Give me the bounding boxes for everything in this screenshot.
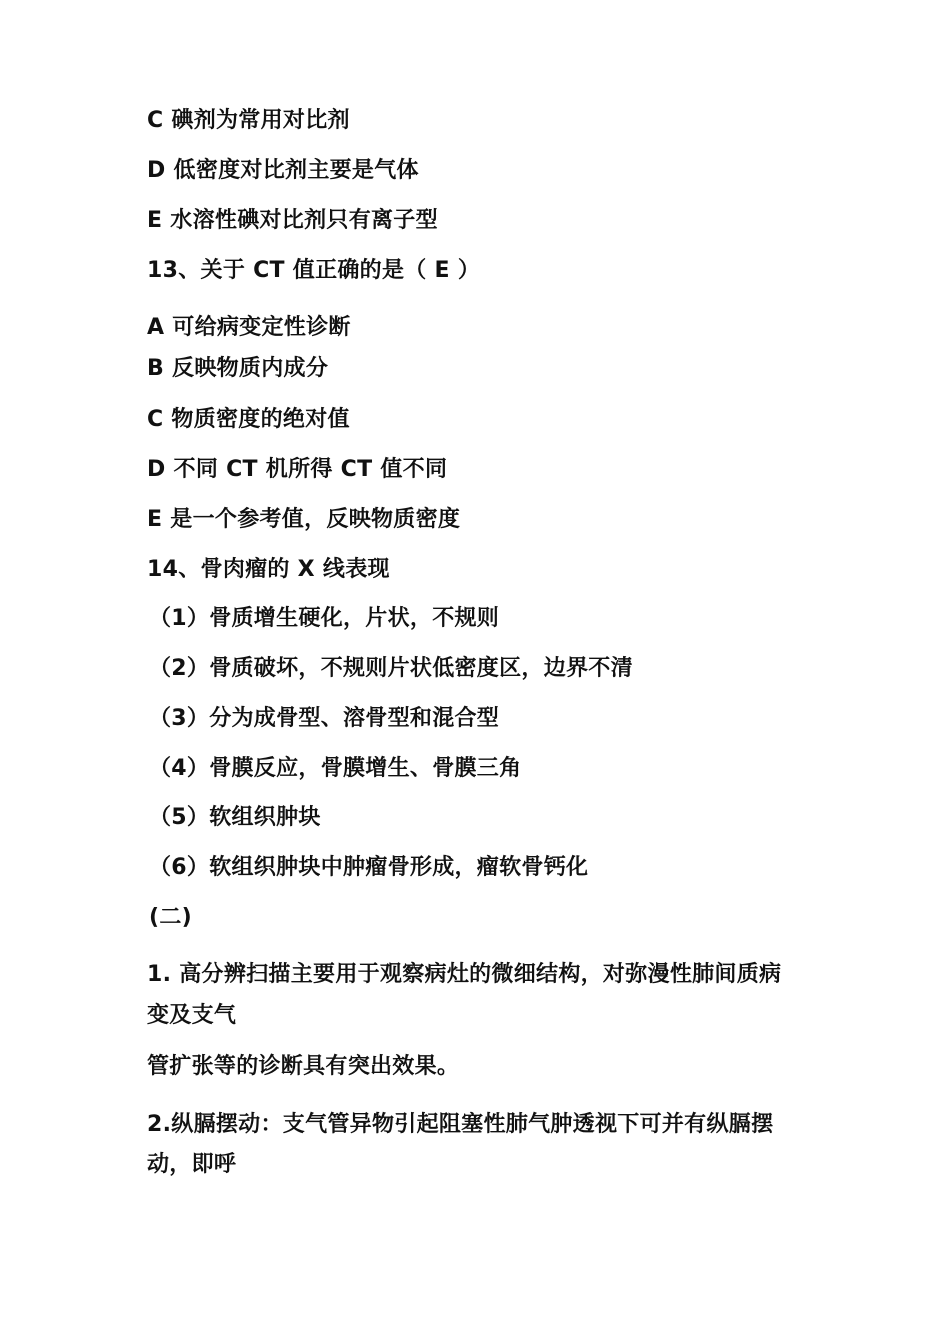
paragraph-line: 动，即呼 bbox=[147, 1152, 237, 1177]
question-14: 14、骨肉瘤的 X 线表现 bbox=[147, 557, 390, 582]
option-d-line: D 不同 CT 机所得 CT 值不同 bbox=[147, 457, 448, 482]
paragraph-line: 1. 高分辨扫描主要用于观察病灶的微细结构，对弥漫性肺间质病 bbox=[147, 962, 782, 987]
paragraph-line: 管扩张等的诊断具有突出效果。 bbox=[147, 1054, 460, 1079]
option-a-line: A 可给病变定性诊断 bbox=[147, 315, 351, 340]
list-item: （4）骨膜反应，骨膜增生、骨膜三角 bbox=[149, 756, 522, 781]
list-item: （2）骨质破坏，不规则片状低密度区，边界不清 bbox=[149, 656, 633, 681]
option-d-line: D 低密度对比剂主要是气体 bbox=[147, 158, 419, 183]
list-item: （3）分为成骨型、溶骨型和混合型 bbox=[149, 706, 500, 731]
list-item: （5）软组织肿块 bbox=[149, 805, 321, 830]
section-heading: (二) bbox=[149, 905, 193, 930]
list-item: （6）软组织肿块中肿瘤骨形成，瘤软骨钙化 bbox=[149, 855, 589, 880]
paragraph-line: 变及支气 bbox=[147, 1003, 237, 1028]
option-c-line: C 碘剂为常用对比剂 bbox=[147, 108, 350, 133]
list-item: （1）骨质增生硬化，片状，不规则 bbox=[149, 606, 500, 631]
paragraph-line: 2.纵膈摆动：支气管异物引起阻塞性肺气肿透视下可并有纵膈摆 bbox=[147, 1112, 774, 1137]
option-c-line: C 物质密度的绝对值 bbox=[147, 407, 350, 432]
option-e-line: E 水溶性碘对比剂只有离子型 bbox=[147, 208, 438, 233]
question-13: 13、关于 CT 值正确的是（ E ） bbox=[147, 258, 481, 283]
option-b-line: B 反映物质内成分 bbox=[147, 356, 329, 381]
option-e-line: E 是一个参考值，反映物质密度 bbox=[147, 507, 461, 532]
